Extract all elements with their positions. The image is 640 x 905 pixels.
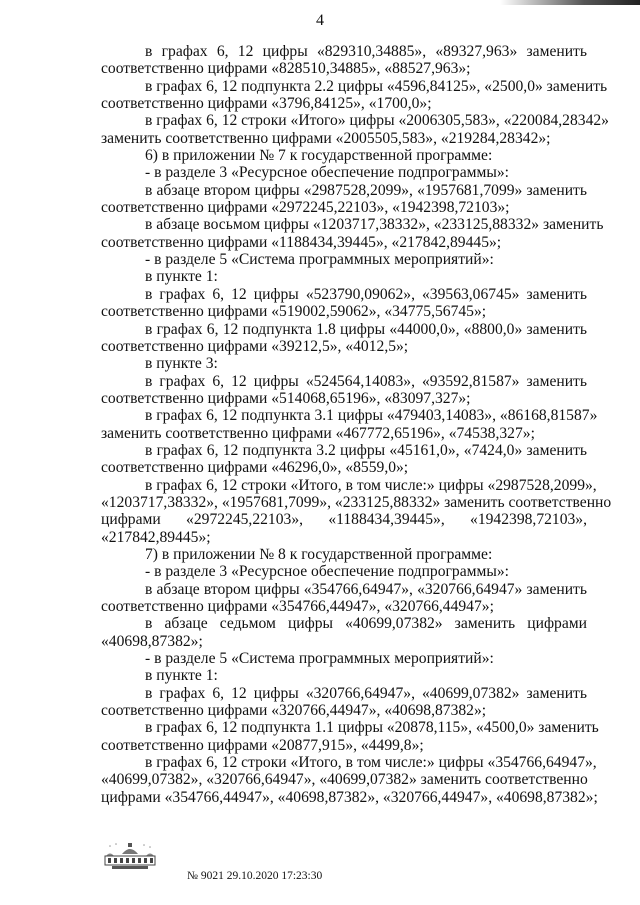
- paragraph: [101, 581, 587, 616]
- text-line: соответственно цифрами «39212,5», «4012,5»;: [101, 337, 409, 355]
- document-body: [101, 43, 612, 806]
- text-line: в графах 6, 12 подпункта 1.1 цифры «20878,115», «4500,0» заменить: [145, 719, 599, 737]
- text-line: заменить соответственно цифрами «467772,65196», «74538,327»;: [101, 424, 535, 442]
- paragraph: [101, 615, 587, 650]
- paragraph: [101, 563, 587, 580]
- text-line: в графах 6, 12 подпункта 3.1 цифры «479403,14083», «86168,81587»: [145, 407, 598, 425]
- text-line: «217842,89445»;: [101, 528, 211, 546]
- text-line: соответственно цифрами «828510,34885», «88527,963»;: [101, 60, 471, 78]
- paragraph: [101, 373, 587, 408]
- text-line: в графах 6, 12 подпункта 1.8 цифры «44000,0», «8800,0» заменить: [145, 320, 587, 338]
- text-line: в пункте 1:: [145, 268, 218, 286]
- paragraph: [101, 650, 587, 667]
- text-line: в пункте 3:: [145, 355, 218, 373]
- text-line: в графах 6, 12 цифры «523790,09062», «39563,06745» заменить: [145, 285, 587, 303]
- paragraph: [101, 268, 587, 285]
- paragraph: [101, 182, 587, 217]
- text-line: «40698,87382»;: [101, 632, 203, 650]
- text-line: заменить соответственно цифрами «2005505,583», «219284,28342»;: [101, 129, 551, 147]
- text-line: - в разделе 5 «Система программных мероприятий»:: [145, 650, 494, 668]
- text-line: цифрами «354766,44947», «40698,87382», «320766,44947», «40698,87382»;: [101, 788, 598, 806]
- registration-number: № 9021 29.10.2020 17:23:30: [187, 870, 323, 882]
- paragraph: [101, 164, 587, 181]
- text-line: соответственно цифрами «46296,0», «8559,0»;: [101, 459, 409, 477]
- paragraph: [101, 286, 587, 321]
- text-line: 7) в приложении № 8 к государственной программе:: [145, 545, 493, 563]
- paragraph: [101, 251, 587, 268]
- text-line: «40699,07382», «320766,64947», «40699,07382» заменить соответственно: [101, 771, 588, 789]
- paragraph: [101, 77, 608, 113]
- text-line: соответственно цифрами «1188434,39445», «217842,89445»;: [101, 233, 502, 251]
- text-line: в графах 6, 12 цифры «829310,34885», «89327,963» заменить: [145, 43, 587, 60]
- paragraph: [101, 355, 587, 372]
- text-line: - в разделе 3 «Ресурсное обеспечение подпрограммы»:: [145, 164, 509, 182]
- text-line: в абзаце втором цифры «2987528,2099», «1957681,7099» заменить: [145, 181, 587, 199]
- government-building-stamp-icon: [104, 840, 156, 874]
- text-line: 6) в приложении № 7 к государственной программе:: [145, 147, 493, 165]
- paragraph: [101, 147, 587, 164]
- paragraph: [101, 685, 587, 720]
- text-line: в графах 6, 12 подпункта 2.2 цифры «4596,84125», «2500,0» заменить: [145, 77, 608, 95]
- text-line: соответственно цифрами «519002,59062», «34775,56745»;: [101, 303, 487, 321]
- text-line: в абзаце втором цифры «354766,64947», «320766,64947» заменить: [145, 580, 587, 598]
- paragraph: [101, 112, 609, 147]
- paragraph: [101, 321, 587, 356]
- text-line: в пункте 1:: [145, 667, 218, 685]
- paragraph: [101, 754, 598, 806]
- paragraph: [101, 407, 598, 442]
- text-line: в абзаце восьмом цифры «1203717,38332», «233125,88332» заменить: [145, 216, 604, 234]
- text-line: - в разделе 5 «Система программных мероприятий»:: [145, 251, 494, 269]
- text-line: в графах 6, 12 цифры «320766,64947», «40699,07382» заменить: [145, 684, 587, 702]
- text-line: в графах 6, 12 строки «Итого, в том числе:» цифры «2987528,2099»,: [145, 476, 597, 494]
- text-line: в графах 6, 12 строки «Итого» цифры «2006305,583», «220084,28342»: [145, 112, 609, 130]
- text-line: в графах 6, 12 строки «Итого, в том числе:» цифры «354766,64947»,: [145, 754, 597, 772]
- text-line: соответственно цифрами «354766,44947», «320766,44947»;: [101, 598, 494, 615]
- paragraph: [101, 667, 587, 684]
- page-number: 4: [316, 12, 324, 29]
- text-line: соответственно цифрами «320766,44947», «40698,87382»;: [101, 702, 487, 720]
- paragraph: [101, 546, 587, 563]
- paragraph: [101, 476, 612, 546]
- paragraph: [101, 216, 604, 251]
- paragraph: [101, 719, 599, 754]
- text-line: соответственно цифрами «3796,84125», «1700,0»;: [101, 95, 432, 113]
- text-line: - в разделе 3 «Ресурсное обеспечение подпрограммы»:: [145, 563, 509, 581]
- text-line: соответственно цифрами «20877,915», «4499,8»;: [101, 736, 424, 754]
- paragraph: [101, 43, 587, 78]
- scan-artifact: [500, 0, 640, 5]
- text-line: «1203717,38332», «1957681,7099», «233125,88332» заменить соответственно: [101, 493, 612, 511]
- text-line: в графах 6, 12 цифры «524564,14083», «93592,81587» заменить: [145, 372, 587, 390]
- paragraph: [101, 442, 587, 477]
- text-line: в графах 6, 12 подпункта 3.2 цифры «45161,0», «7424,0» заменить: [145, 441, 587, 459]
- text-line: в абзаце седьмом цифры «40699,07382» заменить цифрами: [145, 615, 587, 633]
- text-line: соответственно цифрами «2972245,22103», «1942398,72103»;: [101, 199, 510, 217]
- text-line: цифрами «2972245,22103», «1188434,39445», «1942398,72103»,: [101, 511, 587, 529]
- text-line: соответственно цифрами «514068,65196», «83097,327»;: [101, 389, 471, 407]
